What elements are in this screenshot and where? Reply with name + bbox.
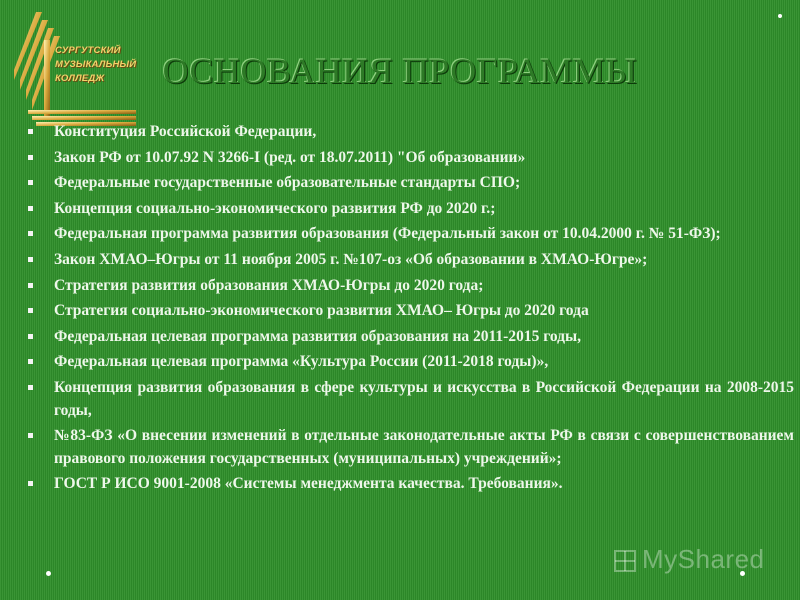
logo-line-1: СУРГУТСКИЙ bbox=[55, 45, 121, 56]
list-item bbox=[28, 249, 794, 272]
list-item-text: ГОСТ Р ИСО 9001-2008 «Системы менеджмента качества. Требования». bbox=[54, 475, 563, 493]
list-item bbox=[28, 198, 794, 221]
list-item-text: Стратегия социально-экономического развития ХМАО– Югры до 2020 года bbox=[54, 302, 589, 320]
bullet-icon bbox=[28, 359, 33, 364]
bullet-icon bbox=[28, 385, 33, 390]
watermark-text: MyShared bbox=[642, 544, 765, 574]
list-item-text: Концепция социально-экономического развития РФ до 2020 г.; bbox=[54, 199, 496, 217]
decorative-dot-top bbox=[778, 14, 782, 18]
list-item bbox=[28, 147, 794, 170]
list-item bbox=[28, 425, 794, 470]
list-item-text: Федеральная программа развития образования (Федеральный закон от 10.04.2000 г. № 51-ФЗ); bbox=[54, 225, 721, 243]
bullet-icon bbox=[28, 129, 33, 134]
list-item bbox=[28, 326, 794, 349]
list-item bbox=[28, 172, 794, 195]
bullet-icon bbox=[28, 206, 33, 211]
bullet-icon bbox=[28, 155, 33, 160]
list-item bbox=[28, 223, 794, 246]
bullet-icon bbox=[28, 334, 33, 339]
bullet-icon bbox=[28, 231, 33, 236]
list-item-text: Конституция Российской Федерации, bbox=[54, 123, 317, 140]
bullet-icon bbox=[28, 257, 33, 262]
list-item-text: Федеральная целевая программа «Культура России (2011-2018 годы)», bbox=[54, 353, 549, 371]
list-item-text: Федеральная целевая программа развития образования на 2011-2015 годы, bbox=[54, 327, 581, 345]
watermark bbox=[612, 544, 792, 578]
list-item bbox=[28, 377, 794, 422]
list-item-text: №83-ФЗ «О внесении изменений в отдельные законодательные акты РФ в связи с совершенствованием правового положения государственных (муниципальных) учреждений»; bbox=[54, 427, 794, 467]
list-item bbox=[28, 275, 794, 298]
bullet-icon bbox=[28, 308, 33, 313]
logo-line-3: КОЛЛЕДЖ bbox=[55, 73, 105, 84]
list-item-text: Федеральные государственные образовательные стандарты СПО; bbox=[54, 174, 521, 192]
list-item bbox=[28, 473, 794, 496]
watermark-logo-icon bbox=[612, 548, 638, 574]
list-item-text: Закон РФ от 10.07.92 N 3266-I (ред. от 18.07.2011) "Об образовании» bbox=[54, 148, 526, 166]
list-item bbox=[28, 121, 794, 144]
bullet-icon bbox=[28, 180, 33, 185]
bullet-icon bbox=[28, 283, 33, 288]
bullet-icon bbox=[28, 433, 33, 438]
decorative-dot-left bbox=[46, 571, 51, 576]
list-item bbox=[28, 351, 794, 374]
logo-line-2: МУЗЫКАЛЬНЫЙ bbox=[55, 59, 137, 70]
slide-title: ОСНОВАНИЯ ПРОГРАММЫ bbox=[162, 51, 638, 91]
list-item bbox=[28, 300, 794, 323]
bullet-icon bbox=[28, 481, 33, 486]
list-item-text: Закон ХМАО–Югры от 11 ноября 2005 г. №107-оз «Об образовании в ХМАО-Югре»; bbox=[54, 250, 648, 268]
basis-list bbox=[28, 121, 794, 499]
list-item-text: Стратегия развития образования ХМАО-Югры до 2020 года; bbox=[54, 276, 484, 294]
list-item-text: Концепция развития образования в сфере культуры и искусства в Российской Федерации на 2008-2015 годы, bbox=[54, 378, 794, 419]
